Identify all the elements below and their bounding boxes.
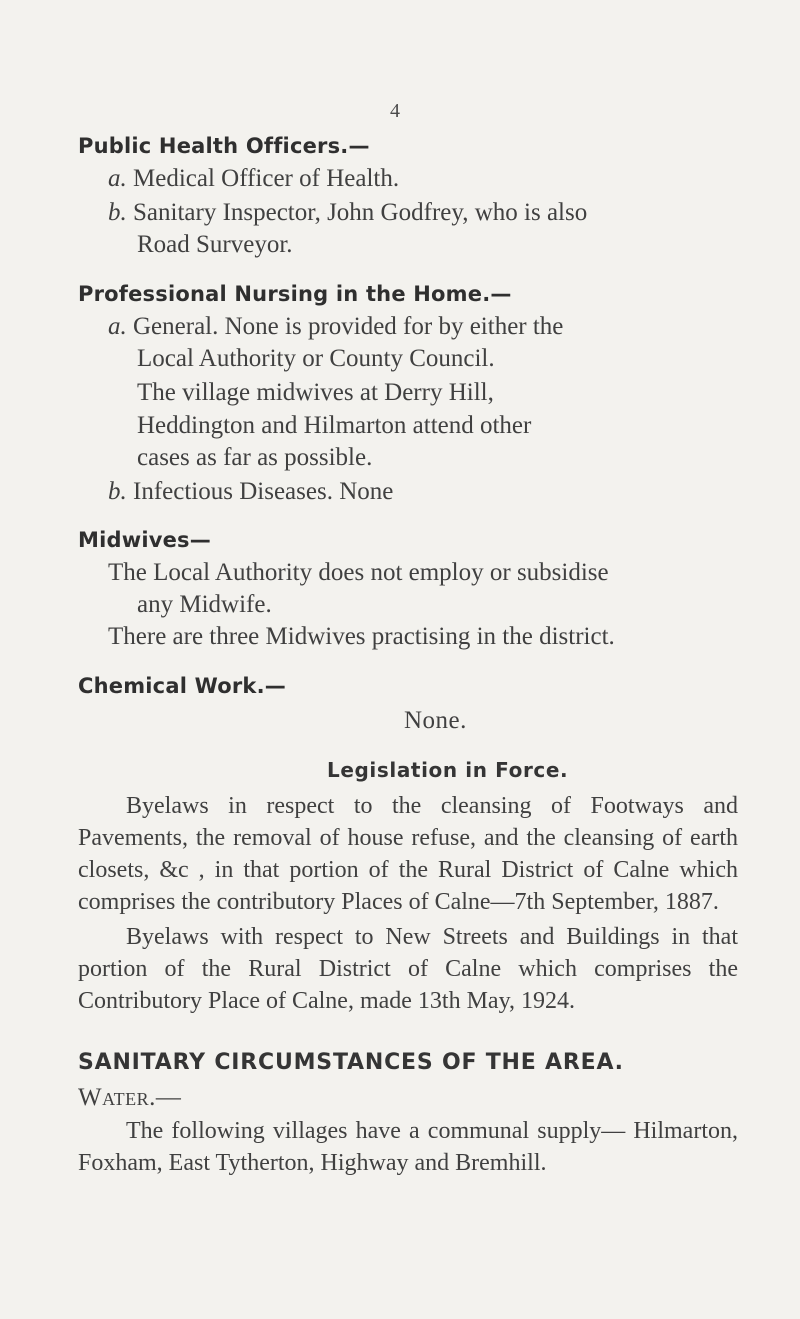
water-heading: Water.— [78, 1084, 182, 1111]
chemical-value: None. [404, 707, 467, 734]
midwives-line3: There are three Midwives practising in the district. [108, 623, 615, 650]
public-health-item-a [108, 163, 399, 195]
legislation-paragraph-1 [78, 790, 738, 918]
sanitary-heading: SANITARY CIRCUMSTANCES OF THE AREA. [78, 1050, 624, 1075]
paragraph-text: The following villages have a communal supply— Hilmarton, Foxham, East Tytherton, Highway and Bremhill. [78, 1118, 738, 1176]
midwives-line1: The Local Authority does not employ or subsidise [108, 559, 609, 586]
item-text: General. None is provided for by either the [133, 313, 564, 340]
item-letter: b. [108, 199, 127, 226]
midwives-heading: Midwives— [78, 528, 211, 552]
item-letter: a. [108, 313, 127, 340]
item-letter: b. [108, 478, 127, 505]
nursing-item-a-line5: cases as far as possible. [137, 444, 373, 471]
public-health-item-b-continued: Road Surveyor. [137, 231, 293, 258]
legislation-heading: Legislation in Force. [327, 758, 569, 782]
item-letter: a. [108, 165, 127, 192]
nursing-item-a-line2: Local Authority or County Council. [137, 345, 495, 372]
item-text: Sanitary Inspector, John Godfrey, who is also [133, 199, 588, 226]
legislation-paragraph-2 [78, 921, 738, 1017]
paragraph-text: Byelaws with respect to New Streets and Buildings in that portion of the Rural District of Calne which comprises the Contributory Place of Calne, made 13th May, 1924. [78, 924, 738, 1014]
paragraph-text: Byelaws in respect to the cleansing of Footways and Pavements, the removal of house refuse, and the cleansing of earth closets, &c , in that portion of the Rural District of Calne which comprises the contributory Places of Calne—7th September, 1887. [78, 793, 738, 915]
nursing-item-a-line4: Heddington and Hilmarton attend other [137, 412, 532, 439]
line-text: The village midwives at Derry Hill, [137, 379, 494, 406]
chemical-heading: Chemical Work.— [78, 674, 286, 698]
page-number: 4 [390, 100, 400, 122]
nursing-heading: Professional Nursing in the Home.— [78, 282, 512, 306]
nursing-item-a [108, 311, 563, 343]
item-text: Medical Officer of Health. [133, 165, 400, 192]
public-health-item-b [108, 197, 587, 229]
public-health-heading: Public Health Officers.— [78, 134, 370, 158]
item-text: Infectious Diseases. None [133, 478, 394, 505]
water-paragraph [78, 1115, 738, 1179]
nursing-item-b [108, 476, 393, 508]
nursing-item-a-line3 [137, 377, 494, 409]
midwives-line2: any Midwife. [137, 591, 272, 618]
